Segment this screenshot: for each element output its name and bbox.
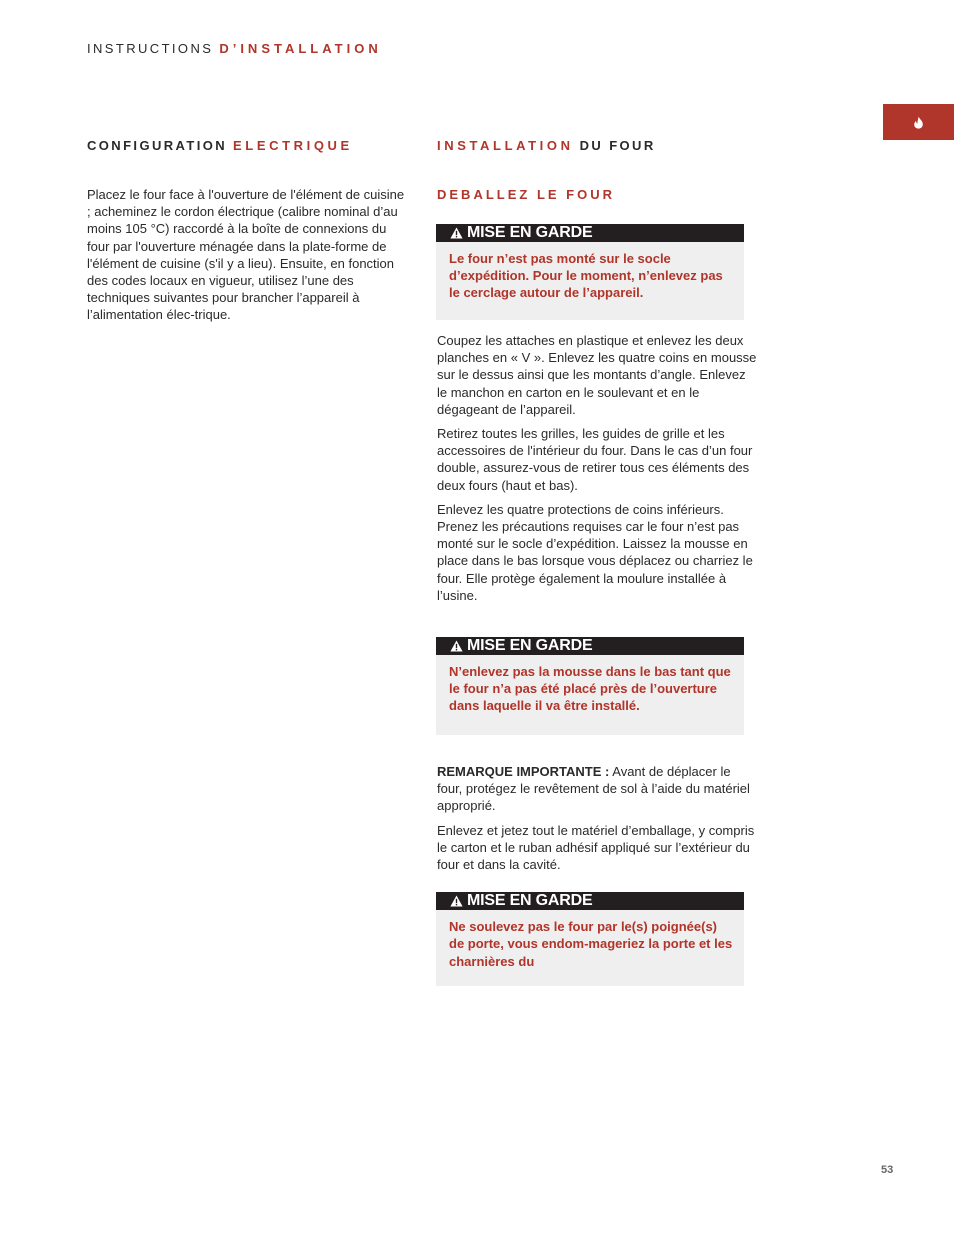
unpack-paragraph-1: Coupez les attaches en plastique et enlevez les deux planches en « V ». Enlevez les quatre coins en mousse sur le dessus ainsi que les montants d’angle. Enlevez le manchon en carton en le soulevant et en le dégageant de l’appareil. [437,333,757,417]
subsection-title-unpack: DEBALLEZ LE FOUR [437,187,615,202]
electrical-paragraph: Placez le four face à l'ouverture de l'élément de cuisine ; acheminez le cordon électrique (calibre nominal d’au moins 105 °C) raccordé à la boîte de connexions du four par l'ouverture ménagée dans la plate-forme de l'élément de cuisine (s'il y a lieu). Ensuite, en fonction des codes locaux en vigueur, utilisez l’une des techniques suivantes pour brancher l’appareil à l’alimentation élec-trique. [87,187,405,323]
left-column [87,138,407,324]
header-text: INSTRUCTIONS [87,41,220,56]
warning-triangle-icon [450,227,463,239]
section-tab [883,104,954,140]
section-title-plain: DU FOUR [573,138,656,153]
section-title-plain: CONFIGURATION [87,138,234,153]
warning-text: Ne soulevez pas le four par le(s) poignée(s) de porte, vous endom-mageriez la porte et les charnières du [436,910,744,986]
important-note [437,763,757,815]
unpack-paragraph-3: Enlevez les quatre protections de coins inférieurs. Prenez les précautions requises car le four n’est pas monté sur le socle d’expédition. Laissez la mousse en place dans le bas lorsque vous déplacez ou charriez le four. Elle protège également la moulure installée à l’usine. [437,501,753,603]
page-number: 53 [881,1164,894,1176]
warning-label: MISE EN GARDE [467,224,593,241]
warning-header [436,892,744,910]
warning-header [436,224,744,242]
note-text: Avant de déplacer le four, protégez le revêtement de sol à l’aide du matériel approprié. [437,764,750,814]
warning-triangle-icon [450,640,463,652]
section-title-installation [437,138,757,154]
running-header [87,41,382,56]
header-accent: D’INSTALLATION [219,41,382,56]
section-title-accent: INSTALLATION [437,138,574,153]
right-column [437,138,757,986]
warning-label: MISE EN GARDE [467,637,593,655]
warning-label: MISE EN GARDE [467,892,593,910]
section-title-accent: ELECTRIQUE [233,138,353,153]
warning-box-1 [436,224,744,320]
warning-triangle-icon [450,895,463,907]
flame-icon [913,116,924,129]
warning-box-2 [436,637,744,735]
warning-box-3 [436,892,744,986]
warning-text: N’enlevez pas la mousse dans le bas tant que le four n’a pas été placé près de l’ouverture dans laquelle il va être installé. [436,655,744,735]
note-label: REMARQUE IMPORTANTE : [437,764,610,780]
unpack-paragraph-2: Retirez toutes les grilles, les guides de grille et les accessoires de l'intérieur du four. Dans le cas d’un four double, assurez-vous de retirer tous ces éléments des deux fours (haut et bas). [437,426,753,493]
warning-header [436,637,744,655]
section-title-electrical [87,138,407,154]
unpack-paragraph-4: Enlevez et jetez tout le matériel d’emballage, y compris le carton et le ruban adhésif appliqué sur l’extérieur du four et dans la cavité. [437,822,755,873]
warning-text: Le four n’est pas monté sur le socle d’expédition. Pour le moment, n’enlevez pas le cerclage autour de l’appareil. [436,242,744,320]
